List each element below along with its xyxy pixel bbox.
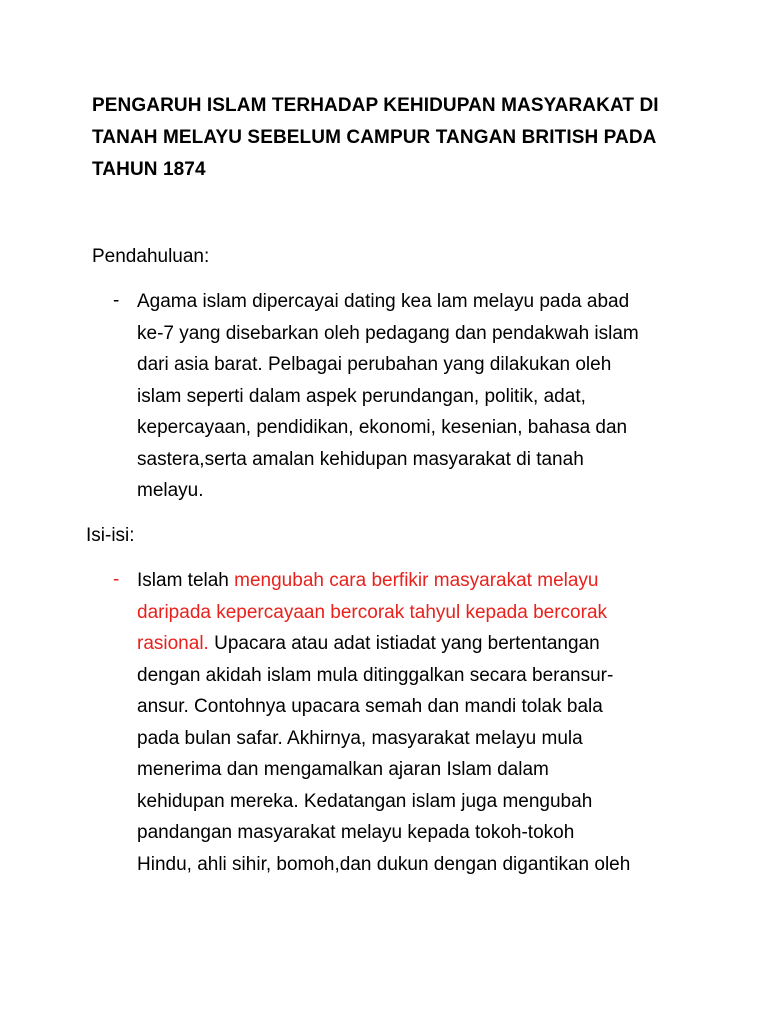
- intro-paragraph: [137, 286, 692, 507]
- content-line: ansur. Contohnya upacara semah dan mandi tolak bala: [137, 696, 603, 717]
- title-line: PENGARUH ISLAM TERHADAP KEHIDUPAN MASYARAKAT DI: [92, 95, 659, 116]
- intro-line: melayu.: [137, 480, 204, 501]
- content-paragraph: [137, 565, 692, 880]
- intro-line: Agama islam dipercayai dating kea lam melayu pada abad: [137, 291, 630, 312]
- intro-line: ke-7 yang disebarkan oleh pedagang dan pendakwah islam: [137, 322, 639, 344]
- content-bullet-dash: -: [113, 569, 120, 590]
- content-line: Hindu, ahli sihir, bomoh,dan dukun dengan digantikan oleh: [137, 853, 631, 875]
- content-line: pada bulan safar. Akhirnya, masyarakat melayu mula: [137, 727, 583, 749]
- content-line: pandangan masyarakat melayu kepada tokoh-tokoh: [137, 822, 575, 843]
- content-line: [137, 565, 692, 597]
- intro-line: dari asia barat. Pelbagai perubahan yang dilakukan oleh: [137, 354, 612, 375]
- document-title: [92, 90, 692, 186]
- title-line: TAHUN 1874: [92, 159, 206, 180]
- intro-line: sastera,serta amalan kehidupan masyarakat di tanah: [137, 448, 584, 470]
- content-line: menerima dan mengamalkan ajaran Islam dalam: [137, 759, 549, 780]
- content-text-black: Upacara atau adat istiadat yang bertentangan: [208, 633, 600, 654]
- content-text-black: Islam telah: [137, 570, 235, 591]
- content-line: kehidupan mereka. Kedatangan islam juga mengubah: [137, 790, 593, 812]
- intro-heading: Pendahuluan:: [92, 246, 210, 267]
- highlighted-text: daripada kepercayaan bercorak tahyul kepada bercorak: [137, 601, 608, 623]
- highlighted-text: rasional.: [137, 633, 209, 654]
- intro-line: islam seperti dalam aspek perundangan, politik, adat,: [137, 385, 586, 407]
- content-line: [137, 628, 692, 660]
- content-line: dengan akidah islam mula ditinggalkan secara beransur-: [137, 664, 614, 686]
- intro-line: kepercayaan, pendidikan, ekonomi, kesenian, bahasa dan: [137, 417, 628, 438]
- intro-bullet-dash: -: [113, 290, 120, 311]
- content-heading: Isi-isi:: [86, 525, 135, 546]
- title-line: TANAH MELAYU SEBELUM CAMPUR TANGAN BRITISH PADA: [92, 127, 657, 148]
- highlighted-text: mengubah cara berfikir masyarakat melayu: [234, 570, 599, 591]
